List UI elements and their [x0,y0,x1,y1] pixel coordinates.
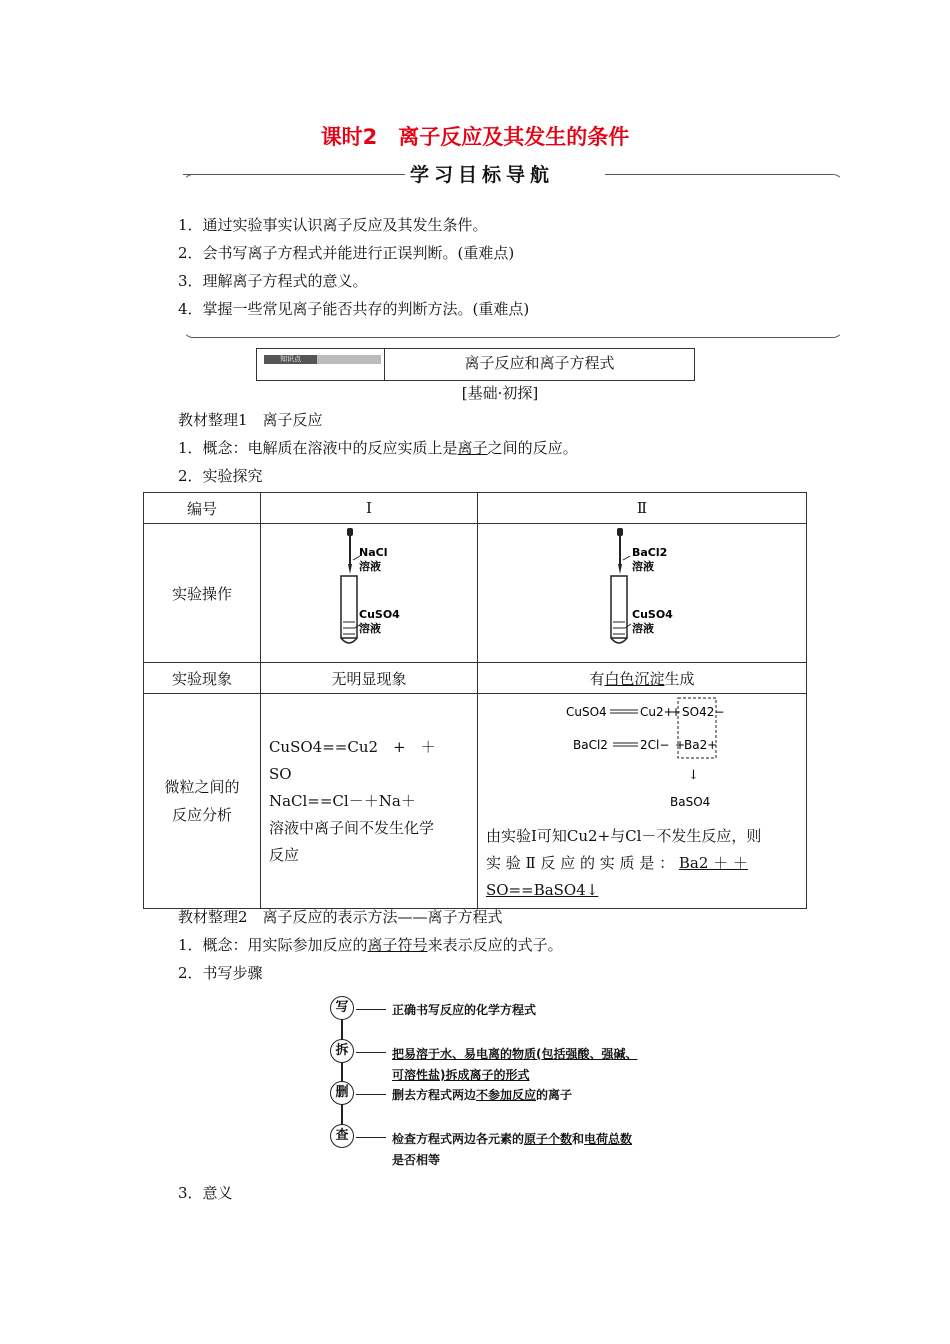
connector [356,1137,386,1138]
analysis-line: NaCl==Cl－＋Na＋ [268,791,416,810]
knowledge-tag-cell [257,349,385,380]
phenomenon-2 [477,663,806,694]
divider [183,174,409,175]
connector [356,1009,386,1010]
analysis-line [486,850,798,877]
analysis-line: 溶液中离子间不发生化学 [268,818,434,837]
knowledge-heading: 离子反应和离子方程式 [464,354,615,372]
svg-text:+: + [670,705,682,719]
label-bottom: CuSO4 [358,608,400,621]
step-circle: 拆 [330,1039,354,1063]
section2-title: 教材整理2 离子反应的表示方法——离子方程式 [178,908,503,926]
label-top: NaCl [358,546,388,559]
down-arrow: ↓ [687,768,699,783]
concept-key: 离子 [457,439,488,457]
row-label-line: 反应分析 [171,806,232,824]
concept-text: 1．概念：用实际参加反应的 [178,936,368,954]
knowledge-tag-bar [317,355,381,364]
row-label: 实验操作 [144,524,261,663]
row-label [144,694,261,909]
header-cell: Ⅰ [260,493,477,524]
step-span: 检查方程式两边各元素的 [392,1132,525,1146]
analysis-line: 由实验Ⅰ可知Cu2+与Cl－不发生反应，则 [485,827,762,845]
knowledge-level: [基础·初探] [461,384,539,402]
step-circle: 删 [330,1081,354,1105]
step-key: 不参加反应 [476,1088,537,1102]
analysis-key: SO==BaSO4↓ [485,881,599,899]
exp2-figure-cell [477,524,806,663]
analysis-line: 反应 [268,845,299,864]
eq-left: BaCl2 [572,738,608,752]
section1-exp-title: 2．实验探究 [178,467,263,485]
concept-text: 之间的反应。 [487,439,578,457]
label-bottom: 溶液 [358,622,381,635]
step-span: 的离子 [536,1088,573,1102]
step-line: 可溶性盐)拆成离子的形式 [392,1068,530,1082]
test-tube-figure [478,524,806,658]
phen-key: 白色沉淀 [604,669,665,688]
eq-ion: 2Cl− [639,738,670,752]
goal-item: 3．理解离子方程式的意义。 [178,272,368,290]
exp1-figure-cell [260,524,477,663]
concept-text: 来表示反应的式子。 [427,936,563,954]
section1-concept [178,437,578,458]
knowledge-header [256,348,695,381]
analysis-key: Ba2 ＋ ＋ [678,854,748,872]
concept-text: 1．概念：电解质在溶液中的反应实质上是 [178,439,458,457]
phen-text: 生成 [664,669,695,688]
flow-line [341,1010,343,1140]
row-label: 实验现象 [144,663,261,694]
step-text [392,1129,632,1171]
label-top: BaCl2 [631,546,668,559]
analysis-line [486,877,798,904]
goals-banner: 学习目标导航 [410,164,555,186]
section1-title: 教材整理1 离子反应 [178,411,323,429]
steps-title: 2．书写步骤 [178,964,263,982]
step-span: 删去方程式两边 [392,1088,477,1102]
test-tube-figure [261,524,463,658]
connector [356,1052,386,1053]
step-line: 把易溶于水、易电离的物质(包括强酸、强碱、 [392,1047,638,1061]
analysis-2 [477,694,806,909]
analysis-1 [260,694,477,909]
label-bottom: CuSO4 [631,608,673,621]
section2-concept [178,934,563,955]
goal-item: 1．通过实验事实认识离子反应及其发生条件。 [178,216,488,234]
goal-item: 4．掌握一些常见离子能否共存的判断方法。(重难点) [178,300,530,318]
row-label-line: 微粒之间的 [164,778,240,796]
eq-ion: SO42− [681,705,725,719]
experiment-table [143,492,807,909]
analysis-line: CuSO4==Cu2 + ＋ SO [268,737,451,783]
phenomenon-1: 无明显现象 [260,663,477,694]
step-text [392,1044,638,1086]
product: BaSO4 [669,795,711,809]
goal-item: 2．会书写离子方程式并能进行正误判断。(重难点) [178,244,515,262]
svg-text:+: + [674,738,686,752]
concept-key: 离子符号 [367,936,428,954]
step-span: 是否相等 [392,1153,441,1167]
eq-left: CuSO4 [565,705,607,719]
step-text: 正确书写反应的化学方程式 [392,1003,537,1017]
divider [600,174,830,175]
step-circle: 写 [330,996,354,1020]
header-cell: 编号 [144,493,261,524]
page-title: 课时2 离子反应及其发生的条件 [320,125,630,149]
label-top: 溶液 [358,560,381,573]
step-circle: 查 [330,1124,354,1148]
ionization-diagram [478,694,806,819]
step-text [392,1086,572,1103]
header-cell: Ⅱ [477,493,806,524]
phen-text: 有 [589,669,605,688]
eq-ion: Cu2+ [639,705,674,719]
step-key: 电荷总数 [584,1132,633,1146]
label-bottom: 溶液 [631,622,654,635]
analysis-text: 实 验 Ⅱ 反 应 的 实 质 是 ： [485,854,675,872]
step-key: 原子个数 [524,1132,573,1146]
label-top: 溶液 [631,560,654,573]
meaning-title: 3．意义 [178,1184,233,1202]
step-span: 和 [572,1132,585,1146]
eq-ion: Ba2+ [683,738,718,752]
knowledge-tag: 知识点 [264,355,317,364]
connector [356,1094,386,1095]
